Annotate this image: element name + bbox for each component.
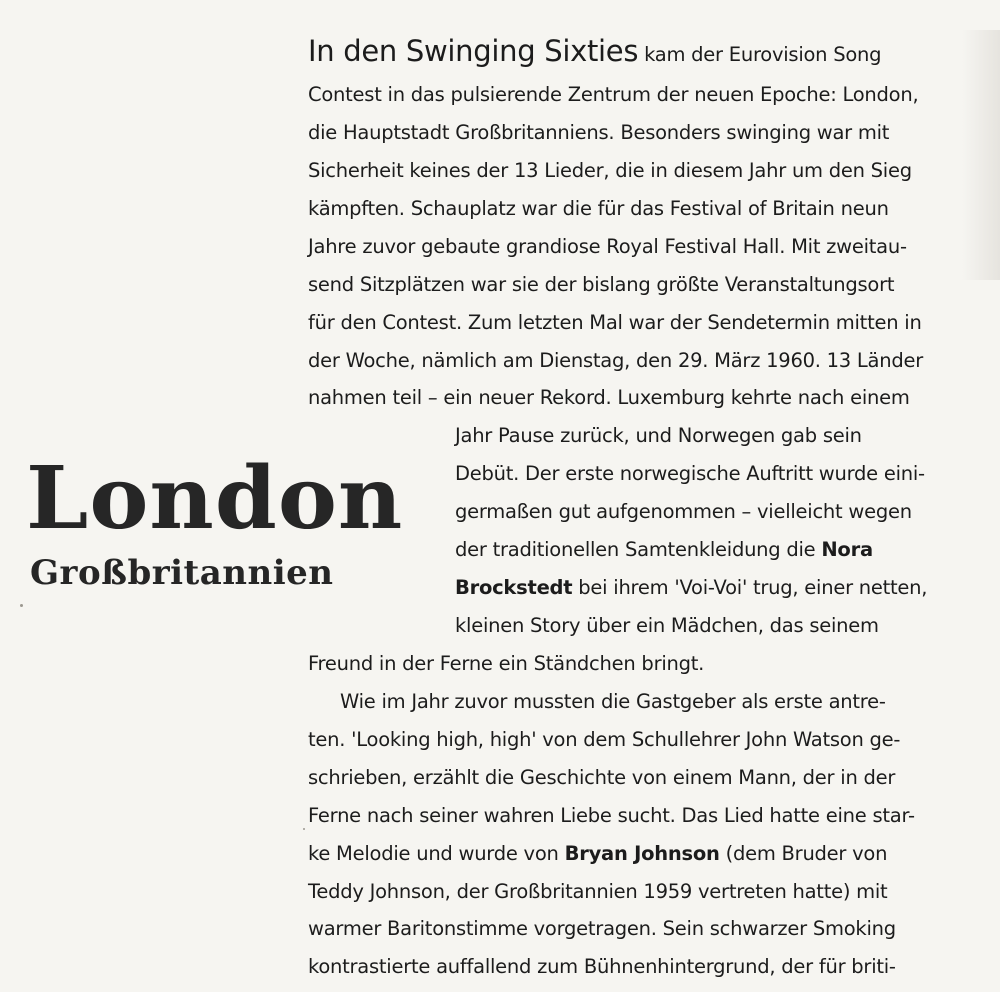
article-text: bei ihrem 'Voi-Voi' trug, einer netten, xyxy=(572,576,928,599)
article-line-22 xyxy=(308,842,887,865)
article-line: Jahre zuvor gebaute grandiose Royal Festival Hall. Mit zweitau- xyxy=(308,235,907,258)
article-line: send Sitzplätzen war sie der bislang größte Veranstaltungsort xyxy=(308,273,895,296)
article-line: warmer Baritonstimme vorgetragen. Sein schwarzer Smoking xyxy=(308,917,896,940)
article-paragraph-start: Wie im Jahr zuvor mussten die Gastgeber als erste antre- xyxy=(340,690,886,713)
article-line: Sicherheit keines der 13 Lieder, die in diesem Jahr um den Sieg xyxy=(308,159,912,182)
article-line: kämpften. Schauplatz war die für das Festival of Britain neun xyxy=(308,197,889,220)
article-line: Contest in das pulsierende Zentrum der neuen Epoche: London, xyxy=(308,83,919,106)
article-line: ten. 'Looking high, high' von dem Schullehrer John Watson ge- xyxy=(308,728,901,751)
article-line: Teddy Johnson, der Großbritannien 1959 vertreten hatte) mit xyxy=(308,880,888,903)
article-line: Debüt. Der erste norwegische Auftritt wurde eini- xyxy=(455,462,925,485)
page-title: London xyxy=(26,448,404,549)
article-line: nahmen teil – ein neuer Rekord. Luxemburg kehrte nach einem xyxy=(308,386,910,409)
artist-name-first: Nora xyxy=(821,538,873,561)
article-line: kleinen Story über ein Mädchen, das seinem xyxy=(455,614,879,637)
artist-name-last: Brockstedt xyxy=(455,576,573,599)
article-line: Freund in der Ferne ein Ständchen bringt. xyxy=(308,652,705,675)
article-line: der Woche, nämlich am Dienstag, den 29. März 1960. 13 Länder xyxy=(308,349,923,372)
article-line: germaßen gut aufgenommen – vielleicht wegen xyxy=(455,500,912,523)
article-line-15 xyxy=(455,576,927,599)
article-line-1-rest: kam der Eurovision Song xyxy=(638,43,882,66)
article-line: kontrastierte auffallend zum Bühnenhintergrund, der für briti- xyxy=(308,955,896,978)
article-line: schrieben, erzählt die Geschichte von einem Mann, der in der xyxy=(308,766,896,789)
article-line-14 xyxy=(455,538,873,561)
page-subtitle: Großbritannien xyxy=(30,553,334,593)
article-line-1 xyxy=(308,34,881,68)
article-line: für den Contest. Zum letzten Mal war der Sendetermin mitten in xyxy=(308,311,922,334)
artist-name: Bryan Johnson xyxy=(564,842,720,865)
article-line: Ferne nach seiner wahren Liebe sucht. Das Lied hatte eine star- xyxy=(308,804,915,827)
article-text: der traditionellen Samtenkleidung die xyxy=(455,538,822,561)
article-line: die Hauptstadt Großbritanniens. Besonders swinging war mit xyxy=(308,121,890,144)
article-text: ke Melodie und wurde von xyxy=(308,842,565,865)
article-lead: In den Swinging Sixties xyxy=(308,34,639,68)
article-text: (dem Bruder von xyxy=(719,842,888,865)
article-line: Jahr Pause zurück, und Norwegen gab sein xyxy=(455,424,862,447)
